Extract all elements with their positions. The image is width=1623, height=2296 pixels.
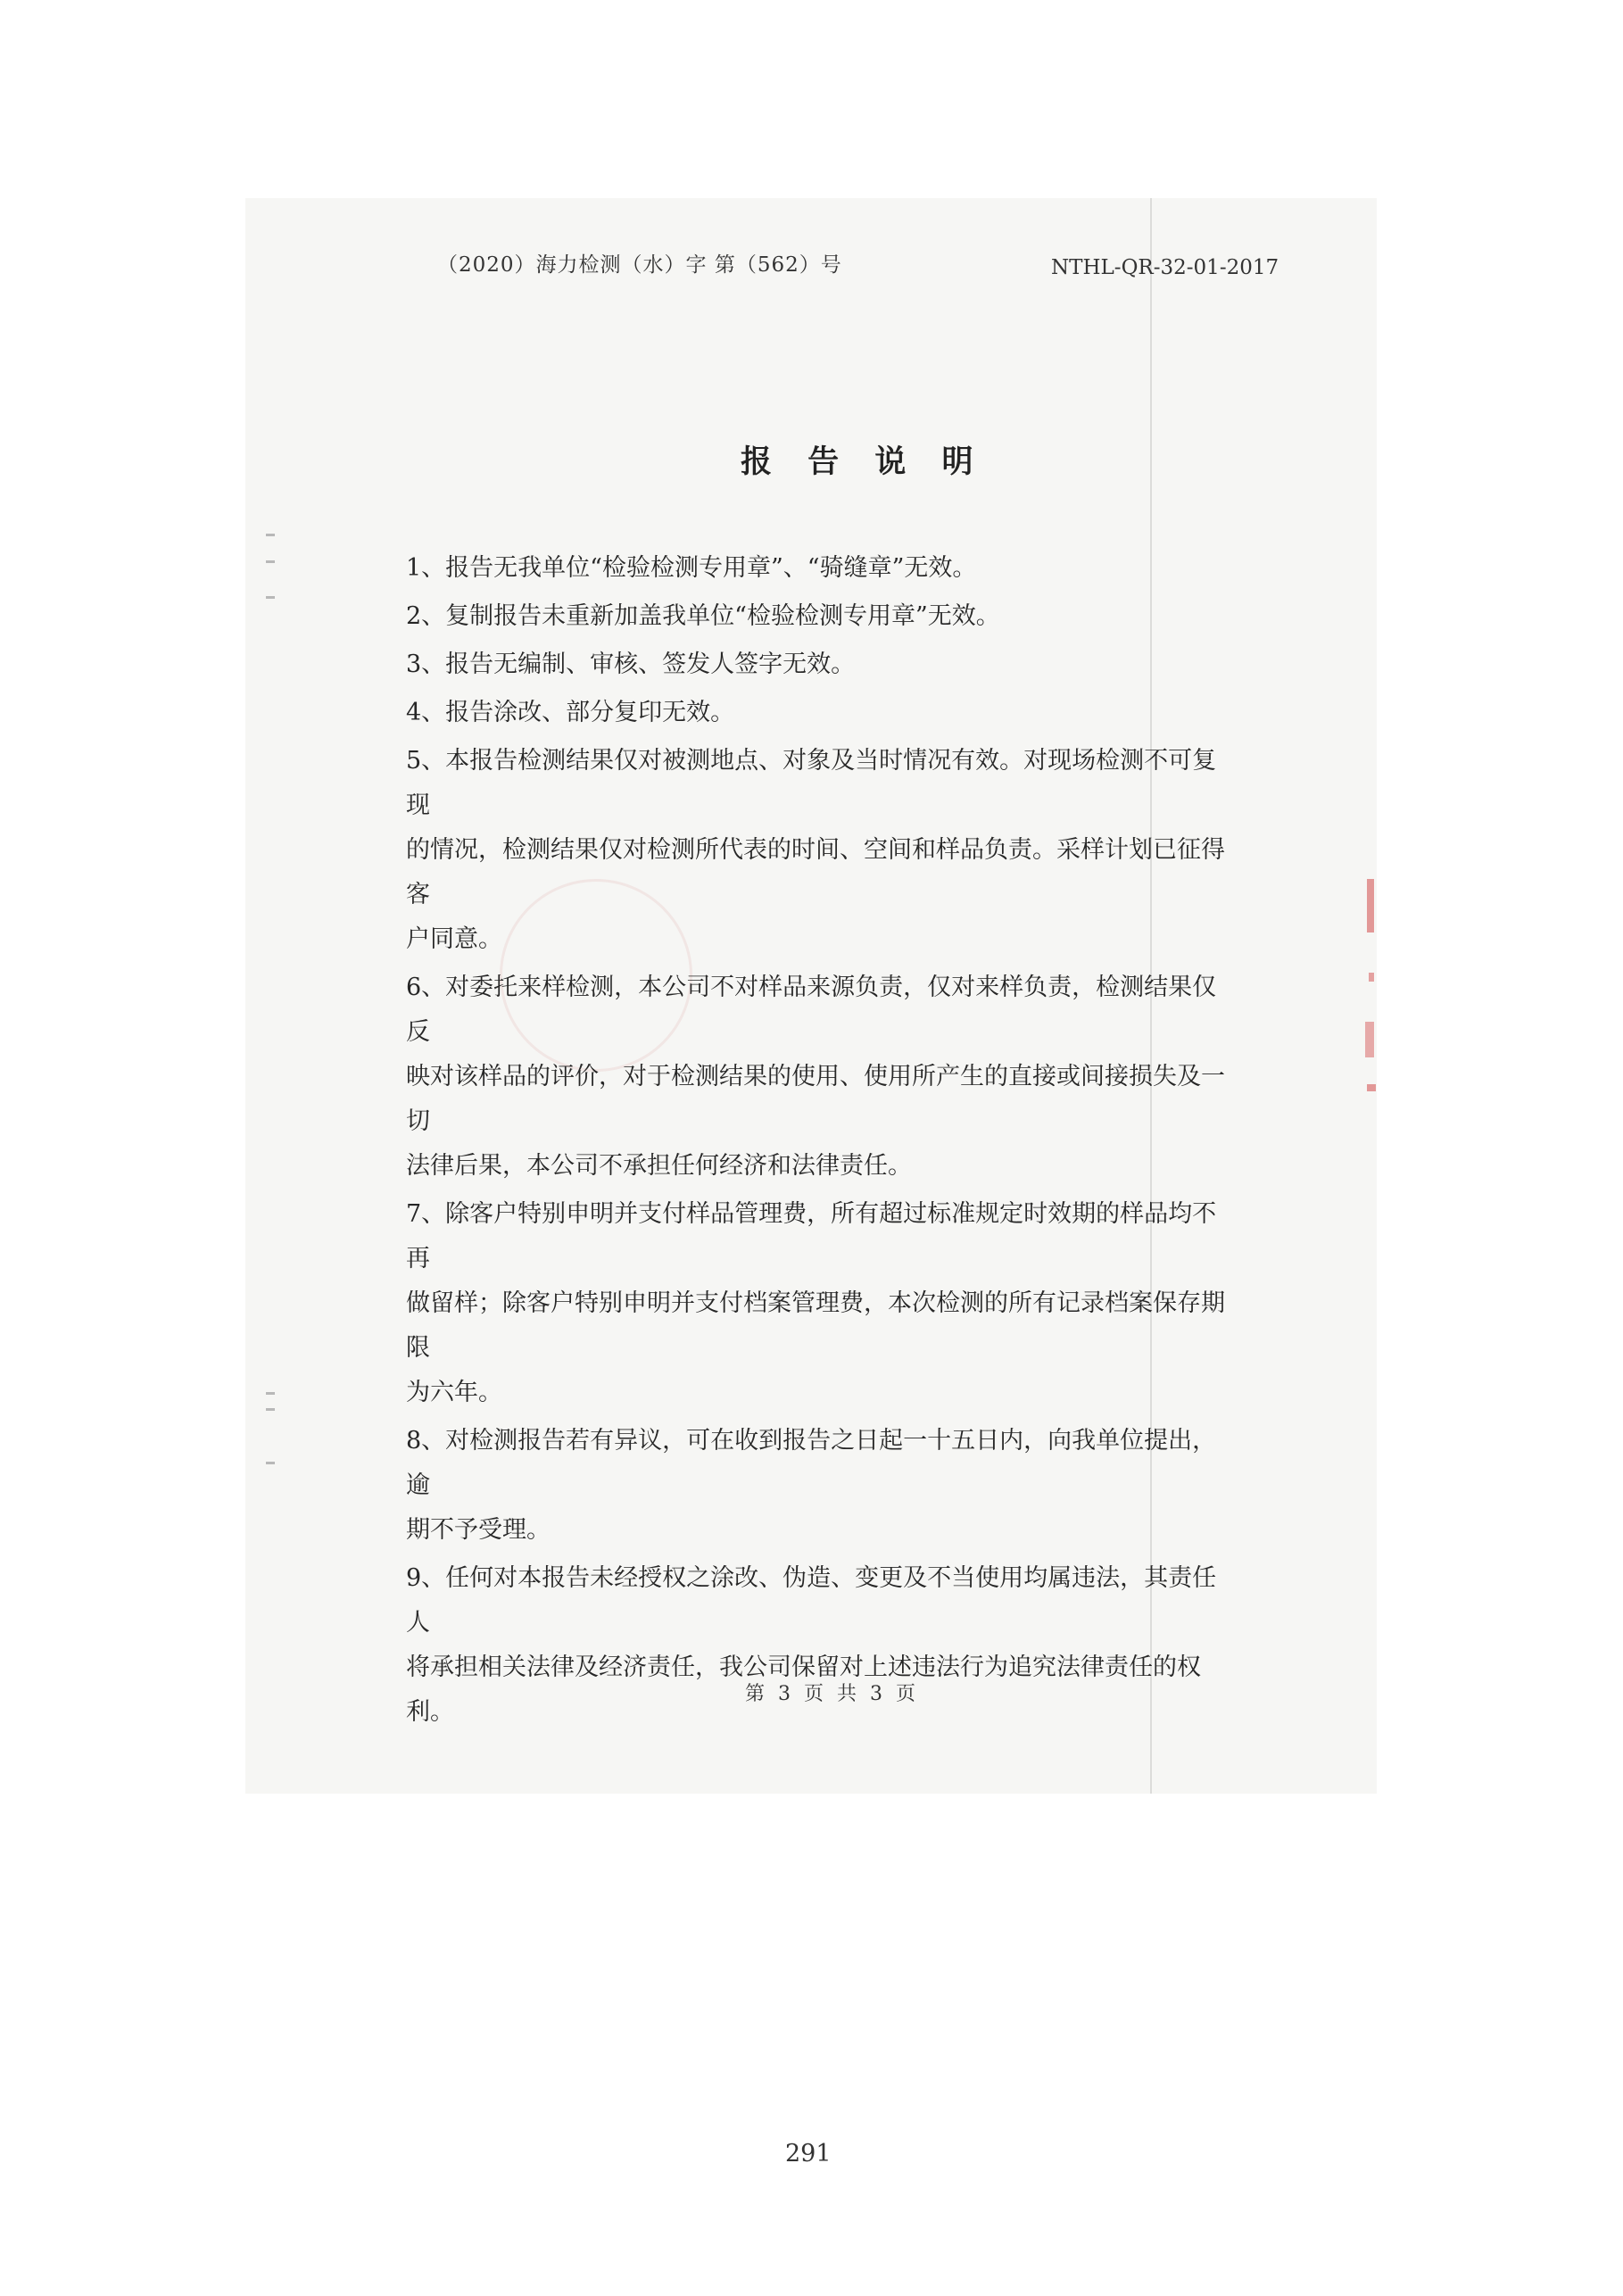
note-line: 9、任何对本报告未经授权之涂改、伪造、变更及不当使用均属违法，其责任人 — [406, 1564, 1217, 1637]
note-line: 4、报告涂改、部分复印无效。 — [406, 699, 735, 726]
note-line: 8、对检测报告若有异议，可在收到报告之日起一十五日内，向我单位提出，逾 — [406, 1427, 1217, 1499]
document-number: （2020）海力检测（水）字 第（562）号 — [437, 253, 842, 277]
binding-mark — [266, 1462, 275, 1464]
note-line: 7、除客户特别申明并支付样品管理费，所有超过标准规定时效期的样品均不再 — [406, 1200, 1217, 1272]
binding-mark — [266, 596, 275, 599]
note-line: 2、复制报告未重新加盖我单位“检验检测专用章”无效。 — [406, 602, 1000, 630]
seam-seal-edge — [1362, 879, 1378, 1107]
note-line: 将承担相关法律及经济责任，我公司保留对上述违法行为追究法律责任的权利。 — [406, 1654, 1201, 1726]
note-line: 3、报告无编制、审核、签发人签字无效。 — [406, 651, 856, 678]
sheet-page-indicator: 第 3 页 共 3 页 — [745, 1683, 919, 1705]
note-line: 1、报告无我单位“检验检测专用章”、“骑缝章”无效。 — [406, 554, 977, 582]
note-line: 映对该样品的评价，对于检测结果的使用、使用所产生的直接或间接损失及一切 — [406, 1063, 1225, 1135]
note-line: 为六年。 — [406, 1379, 502, 1406]
binding-mark — [266, 534, 275, 536]
binding-mark — [266, 560, 275, 563]
notes-list — [406, 546, 1240, 1735]
note-line: 6、对委托来样检测，本公司不对样品来源负责，仅对来样负责，检测结果仅反 — [406, 974, 1217, 1046]
note-line: 5、本报告检测结果仅对被测地点、对象及当时情况有效。对现场检测不可复现 — [406, 747, 1217, 819]
binding-mark — [266, 1392, 275, 1395]
note-line: 期不予受理。 — [406, 1516, 551, 1544]
binding-mark — [266, 1408, 275, 1411]
page-number: 291 — [785, 2140, 832, 2168]
note-line: 法律后果，本公司不承担任何经济和法律责任。 — [406, 1152, 912, 1180]
note-line: 做留样；除客户特别申明并支付档案管理费，本次检测的所有记录档案保存期限 — [406, 1289, 1225, 1362]
report-title: 报 告 说 明 — [741, 443, 986, 480]
note-line: 的情况，检测结果仅对检测所代表的时间、空间和样品负责。采样计划已征得客 — [406, 836, 1225, 908]
note-line: 户同意。 — [406, 925, 502, 953]
form-code: NTHL-QR-32-01-2017 — [1051, 256, 1279, 279]
